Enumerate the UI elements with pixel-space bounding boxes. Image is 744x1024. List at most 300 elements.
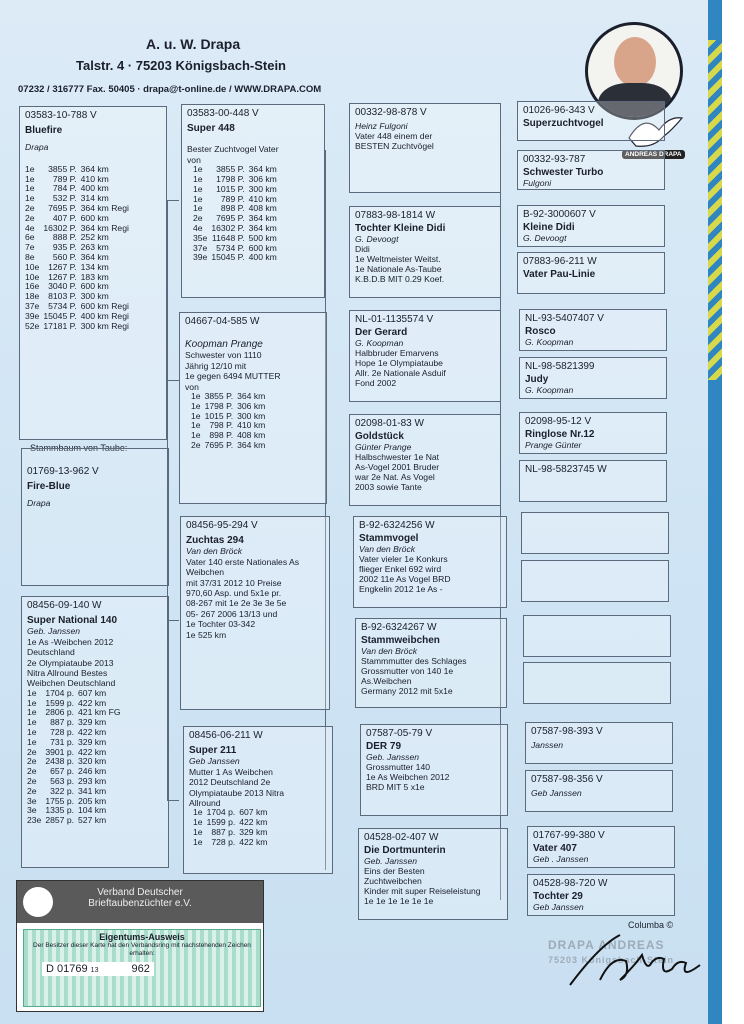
result-row <box>25 175 133 185</box>
result-cell: 246 km <box>78 766 107 777</box>
pedigree-box-mother <box>21 596 169 868</box>
result-cell: 422 km <box>78 746 107 757</box>
result-cell: 4e <box>193 223 203 233</box>
pigeon-breed: G. Devoogt <box>355 234 399 244</box>
ring-number: B-92-6324256 W <box>359 520 435 531</box>
stammbaum-label: Stammbaum von Taube: <box>30 443 128 453</box>
pigeon-description: Stammmutter des Schlages Grossmutter von 140 1e As.Weibchen Germany 2012 mit 5x1e <box>361 656 467 696</box>
result-cell: 16302 P. <box>43 222 77 233</box>
pigeon-name: Ringlose Nr.12 <box>525 429 595 440</box>
pedigree-box-gen4-4 <box>517 252 665 294</box>
result-cell: 600 km Regi <box>80 300 129 311</box>
card-text: Der Besitzer dieser Karte hat den Verbandsring mit nachstehenden Zeichen erhalten: <box>33 942 251 957</box>
result-cell: 3855 P. <box>216 164 245 175</box>
ring-number: 07883-98-1814 W <box>355 210 436 221</box>
result-row <box>25 273 133 283</box>
pigeon-description: Vater 140 erste Nationales As Weibchen mit 37/31 2012 10 Preise 970,60 Asp. und 5x1e pr. 08-267 mit 1e 2e 3e 3e 5e 05- 267 2006 13/13 und 1e Tochter 03-342 1e 525 km <box>186 556 300 640</box>
pigeon-description: 1e As -Weibchen 2012 Deutschland 2e Olympiataube 2013 Nitra Allround Bestes Weibchen Deutschland <box>27 636 116 689</box>
result-cell: 1e <box>191 391 201 402</box>
pigeon-breed: Geb . Janssen <box>533 854 589 864</box>
ring-number: NL-93-5407407 V <box>525 313 604 324</box>
pigeon-breed: Geb. Janssen <box>364 856 418 866</box>
result-row <box>25 233 133 243</box>
pedigree-box-gen3-5 <box>353 516 507 608</box>
pigeon-breed: Geb. Janssen <box>27 626 81 637</box>
ring-number: 01767-99-380 V <box>533 830 605 841</box>
pigeon-description: Vater vieler 1e Konkurs flieger Enkel 692 wird 2002 11e As Vogel BRD Engkelin 2012 1e As - <box>359 554 451 594</box>
result-cell: 16e <box>25 281 40 292</box>
result-cell: 183 km <box>80 271 109 282</box>
pedigree-box-gen2-2 <box>179 312 327 504</box>
breeder-address: Talstr. 4 · 75203 Königsbach-Stein <box>76 58 286 73</box>
result-cell: 2e <box>25 203 35 213</box>
photo-label: ANDREAS DRAPA <box>622 150 685 159</box>
result-row <box>25 224 133 234</box>
result-cell: 320 km <box>78 756 107 767</box>
result-cell: 1e <box>193 827 203 838</box>
pigeon-name: Goldstück <box>355 431 404 442</box>
connector <box>167 620 179 621</box>
result-cell: 300 km Regi <box>80 320 129 331</box>
pedigree-box-gen3-4 <box>349 414 501 506</box>
pigeon-description: Mutter 1 As Weibchen 2012 Deutschland 2e Olympiataube 2013 Nitra Allround <box>189 766 285 809</box>
result-cell: 8103 P. <box>48 291 77 302</box>
pedigree-box-gen4-2 <box>517 150 665 190</box>
pedigree-box-gen3-8 <box>358 828 508 920</box>
pedigree-box-gen4-16 <box>527 874 675 916</box>
card-ring-number <box>42 962 154 976</box>
result-cell: 1e <box>193 174 203 185</box>
pedigree-box-gen4-8 <box>519 460 667 502</box>
pedigree-box-gen4-3 <box>517 205 665 247</box>
ring-number: 08456-06-211 W <box>189 730 263 741</box>
pigeon-description: Eins der Besten Zuchtweibchen Kinder mit super Reiseleistung 1e 1e 1e 1e 1e 1e <box>364 866 481 906</box>
result-cell: 4e <box>25 222 35 233</box>
pigeon-name: Vater Pau-Linie <box>523 269 596 280</box>
pedigree-box-gen4-15 <box>527 826 675 868</box>
result-cell: 422 km <box>239 817 268 828</box>
result-cell: 1e <box>191 420 201 431</box>
connector <box>167 720 168 800</box>
connector <box>167 380 179 381</box>
result-cell: 784 P. <box>52 183 77 194</box>
ring-number: 00332-93-787 <box>523 154 586 165</box>
result-cell: 888 P. <box>52 232 77 243</box>
result-cell: 408 km <box>237 430 266 441</box>
result-cell: 1599 p. <box>45 697 75 708</box>
result-cell: 422 km <box>78 697 107 708</box>
result-row <box>25 243 133 253</box>
result-row <box>27 708 125 718</box>
pigeon-breed: Van den Bröck <box>186 546 243 557</box>
result-cell: 17181 P. <box>43 320 77 331</box>
ring-number: 02098-95-12 V <box>525 416 592 427</box>
result-cell: 1e <box>27 736 37 747</box>
result-cell: 1267 P. <box>48 271 77 282</box>
result-cell: 1e <box>191 400 201 411</box>
result-cell: 898 P. <box>209 430 234 441</box>
result-cell: 1755 p. <box>45 795 75 806</box>
pedigree-box-gen4-13 <box>525 722 673 764</box>
result-cell: 2e <box>193 213 203 224</box>
ring-number: 07883-96-211 W <box>523 256 597 267</box>
result-row <box>193 253 281 263</box>
side-stripe-pattern <box>708 40 722 380</box>
result-cell: 39e <box>25 310 40 321</box>
result-row <box>25 204 133 214</box>
pigeon-description: Grossmutter 140 1e As Weibchen 2012 BRD MIT 5 x1e <box>366 762 450 792</box>
pigeon-description: Vater 448 einem der BESTEN Zuchtvögel <box>355 131 434 151</box>
result-cell: 364 km <box>248 213 277 224</box>
pigeon-name: Zuchtas 294 <box>186 535 244 546</box>
result-row <box>25 184 133 194</box>
pigeon-breed: Drapa <box>25 142 49 153</box>
pigeon-breed: Heinz Fulgoni <box>355 121 408 131</box>
result-cell: 2e <box>191 440 201 451</box>
result-cell: 364 km <box>248 164 277 175</box>
result-cell: 322 p. <box>50 785 75 796</box>
result-cell: 2438 p. <box>45 756 75 767</box>
results-table <box>193 165 281 263</box>
result-cell: 300 km <box>248 183 277 194</box>
result-cell: 2e <box>25 212 35 223</box>
pigeon-name: Der Gerard <box>355 327 408 338</box>
result-row <box>27 797 125 807</box>
ring-number: 08456-95-294 V <box>186 520 258 531</box>
result-cell: 1e <box>193 164 203 175</box>
pedigree-box-gen4-5 <box>519 309 667 351</box>
result-cell: 1e <box>27 697 37 708</box>
pigeon-breed: Geb. Janssen <box>366 752 420 762</box>
card-body <box>23 929 261 1007</box>
pigeon-name: Super 211 <box>189 745 237 756</box>
pedigree-box-gen2-1 <box>181 104 325 298</box>
result-row <box>25 253 133 263</box>
subject-name: Fire-Blue <box>27 481 71 492</box>
pigeon-name: Die Dortmunterin <box>364 845 446 856</box>
result-cell: 1e <box>25 173 35 184</box>
result-row <box>27 728 125 738</box>
results-table <box>191 392 269 451</box>
result-cell: 15045 P. <box>43 310 77 321</box>
pigeon-breed: Van den Bröck <box>361 646 418 656</box>
result-cell: 728 p. <box>50 727 75 738</box>
results-table <box>27 689 125 826</box>
result-cell: 2806 p. <box>45 707 75 718</box>
stamp-city: 75203 Königsbach-Stein <box>548 955 675 965</box>
result-cell: 407 P. <box>52 212 77 223</box>
pedigree-box-gen4-6 <box>519 357 667 399</box>
pedigree-box-gen3-6 <box>355 618 507 708</box>
result-cell: 600 km <box>80 212 109 223</box>
result-cell: 7695 P. <box>204 440 234 451</box>
pigeon-breed: Janssen <box>531 740 564 750</box>
result-cell: 3e <box>27 805 37 816</box>
pigeon-logo-icon <box>23 887 53 917</box>
result-cell: 314 km <box>80 193 109 204</box>
result-cell: 410 km <box>248 193 277 204</box>
pigeon-name: Bluefire <box>25 125 63 136</box>
result-cell: 400 km <box>80 183 109 194</box>
result-cell: 728 p. <box>211 836 236 847</box>
pigeon-breed: G. Koopman <box>525 337 574 347</box>
result-cell: 1e <box>25 163 35 174</box>
result-cell: 560 P. <box>52 251 77 262</box>
result-cell: 1e <box>25 183 35 194</box>
pedigree-box-father <box>19 106 167 440</box>
result-cell: 2e <box>27 756 37 767</box>
ring-number: 04528-02-407 W <box>364 832 439 843</box>
result-cell: 500 km <box>248 232 277 243</box>
connector <box>167 800 179 801</box>
result-cell: 422 km <box>78 727 107 738</box>
result-row <box>27 777 125 787</box>
result-cell: 329 km <box>239 827 268 838</box>
result-cell: 39e <box>193 252 208 263</box>
result-cell: 2e <box>27 785 37 796</box>
result-row <box>27 787 125 797</box>
columba-copyright: Columba © <box>628 920 674 930</box>
pedigree-box-gen4-11 <box>523 615 671 657</box>
result-cell: 364 km <box>248 223 277 233</box>
card-header <box>17 881 263 923</box>
result-cell: 607 km <box>239 807 268 818</box>
ring-number: 04528-98-720 W <box>533 878 608 889</box>
result-row <box>193 838 271 848</box>
ring-number: 03583-00-448 V <box>187 108 259 119</box>
result-cell: 364 km <box>237 391 266 402</box>
pigeon-name: Tochter 29 <box>533 891 583 902</box>
pedigree-box-gen3-3 <box>349 310 501 402</box>
ring-number: 07587-98-356 V <box>531 774 603 785</box>
result-cell: 1704 p. <box>206 807 236 818</box>
pigeon-breed: Van den Bröck <box>359 544 416 554</box>
result-cell: 410 km <box>80 173 109 184</box>
result-cell: 1e <box>193 193 203 204</box>
result-row <box>27 748 125 758</box>
result-cell: 1e <box>193 836 203 847</box>
result-cell: 532 P. <box>52 193 77 204</box>
result-cell: 5734 P. <box>48 300 77 311</box>
pigeon-name: Super 448 <box>187 123 235 134</box>
connector <box>167 200 168 720</box>
card-org-line2: Brieftaubenzüchter e.V. <box>88 898 192 909</box>
result-cell: 11648 P. <box>211 232 245 243</box>
pedigree-box-gen2-4 <box>183 726 333 874</box>
result-cell: 731 p. <box>50 736 75 747</box>
ring-suffix: 962 <box>131 963 150 975</box>
result-cell: 887 p. <box>211 827 236 838</box>
result-cell: 1e <box>191 410 201 421</box>
result-cell: 935 P. <box>52 242 77 253</box>
result-cell: 1599 p. <box>206 817 236 828</box>
pedigree-box-gen2-3 <box>180 516 330 710</box>
result-cell: 1e <box>193 817 203 828</box>
pigeon-name: Vater 407 <box>533 843 577 854</box>
result-row <box>25 263 133 273</box>
result-row <box>25 282 133 292</box>
pigeon-breed: Fulgoni <box>523 178 552 188</box>
pedigree-box-gen3-7 <box>360 724 508 816</box>
pigeon-breed: Koopman Prange <box>185 339 263 350</box>
signature <box>560 925 710 995</box>
pedigree-box-gen4-1 <box>517 101 665 141</box>
result-cell: 1267 P. <box>48 261 77 272</box>
ring-number: 02098-01-83 W <box>355 418 424 429</box>
pedigree-box-gen4-14 <box>525 770 673 812</box>
result-cell: 600 km <box>248 242 277 253</box>
result-row <box>27 806 125 816</box>
result-cell: 400 km <box>248 252 277 263</box>
ring-number: B-92-6324267 W <box>361 622 437 633</box>
ring-number: 00332-98-878 V <box>355 107 427 118</box>
result-cell: 1015 P. <box>216 183 245 194</box>
result-cell: 563 p. <box>50 776 75 787</box>
pedigree-box-gen4-9 <box>521 512 669 554</box>
results-table <box>193 808 271 847</box>
result-cell: 798 P. <box>209 420 234 431</box>
result-cell: 263 km <box>80 242 109 253</box>
result-cell: 1e <box>193 183 203 194</box>
result-cell: 1e <box>27 717 37 728</box>
result-cell: 3855 P. <box>204 391 234 402</box>
result-cell: 2857 p. <box>45 815 75 826</box>
result-cell: 364 km Regi <box>80 203 129 213</box>
result-cell: 15045 P. <box>211 252 245 263</box>
result-cell: 1798 P. <box>204 400 234 411</box>
result-cell: 3855 P. <box>48 163 77 174</box>
result-cell: 3e <box>27 795 37 806</box>
result-cell: 1e <box>191 430 201 441</box>
result-row <box>27 738 125 748</box>
result-row <box>27 816 125 826</box>
pigeon-name: Super National 140 <box>27 615 118 626</box>
card-title: Eigentums-Ausweis <box>99 932 185 942</box>
pigeon-name: Rosco <box>525 326 556 337</box>
result-cell: 421 km FG <box>78 707 121 718</box>
result-cell: 16302 P. <box>211 223 245 233</box>
pedigree-box-gen4-10 <box>521 560 669 602</box>
pigeon-description: Bester Zuchtvogel Vater von <box>187 144 279 165</box>
pigeon-breed: Geb Janssen <box>531 788 582 798</box>
ring-number: NL-98-5823745 W <box>525 464 607 475</box>
result-cell: 898 P. <box>220 203 245 214</box>
result-cell: 1e <box>193 807 203 818</box>
pigeon-name: Judy <box>525 374 549 385</box>
result-cell: 134 km <box>80 261 109 272</box>
result-cell: 1e <box>27 707 37 718</box>
result-cell: 7e <box>25 242 35 253</box>
ring-no: 01769 <box>57 963 88 975</box>
result-cell: 37e <box>193 242 208 253</box>
result-cell: 1e <box>27 687 37 698</box>
pigeon-breed: G. Devoogt <box>523 233 567 243</box>
result-cell: 657 p. <box>50 766 75 777</box>
result-cell: 3901 p. <box>45 746 75 757</box>
pedigree-box-gen3-2 <box>349 206 501 298</box>
result-cell: 364 km <box>237 440 266 451</box>
ring-number: 07587-05-79 V <box>366 728 433 739</box>
pigeon-description: Schwester von 1110 Jährig 12/10 mit 1e gegen 6494 MUTTER von <box>185 350 281 392</box>
result-row <box>27 767 125 777</box>
ring-number: NL-98-5821399 <box>525 361 595 372</box>
result-cell: 5734 P. <box>216 242 245 253</box>
breeder-contact: 07232 / 316777 Fax. 50405 · drapa@t-online.de / WWW.DRAPA.COM <box>18 84 322 95</box>
result-cell: 364 km Regi <box>80 222 129 233</box>
pigeon-name: Stammweibchen <box>361 635 440 646</box>
subject-box <box>21 448 169 586</box>
ring-number: 08456-09-140 W <box>27 600 102 611</box>
result-row <box>27 718 125 728</box>
result-cell: 10e <box>25 261 40 272</box>
result-cell: 422 km <box>239 836 268 847</box>
result-cell: 10e <box>25 271 40 282</box>
result-cell: 364 km <box>80 251 109 262</box>
results-table <box>25 165 133 332</box>
result-cell: 364 km <box>80 163 109 174</box>
result-cell: 300 km <box>80 291 109 302</box>
pedigree-box-gen3-1 <box>349 103 501 193</box>
ring-number: B-92-3000607 V <box>523 209 596 220</box>
pedigree-box-gen4-12 <box>523 662 671 704</box>
result-cell: 1798 P. <box>216 174 245 185</box>
pigeon-description: Halbbruder Emarvens Hope 1e Olympiataube Allr. 2e Nationale Asduif Fond 2002 <box>355 348 446 388</box>
result-row <box>27 689 125 699</box>
pigeon-breed: Prange Günter <box>525 440 582 450</box>
pigeon-name: Schwester Turbo <box>523 167 604 178</box>
pedigree-box-gen4-7 <box>519 412 667 454</box>
card-org-line1: Verband Deutscher <box>97 887 183 898</box>
result-cell: 293 km <box>78 776 107 787</box>
result-cell: 887 p. <box>50 717 75 728</box>
pigeon-description: Didi 1e Weltmeister Weitst. 1e Nationale As-Taube K.B.D.B MIT 0.29 Koef. <box>355 244 445 284</box>
result-cell: 789 P. <box>220 193 245 204</box>
pigeon-breed: Geb Janssen <box>189 756 240 767</box>
result-row <box>27 757 125 767</box>
pigeon-name: Stammvogel <box>359 533 419 544</box>
result-cell: 306 km <box>237 400 266 411</box>
pigeon-description: Halbschwester 1e Nat As-Vogel 2001 Bruder war 2e Nat. As Vogel 2003 sowie Tante <box>355 452 440 492</box>
result-cell: 23e <box>27 815 42 826</box>
result-cell: 341 km <box>78 785 107 796</box>
result-cell: 1e <box>27 727 37 738</box>
result-cell: 8e <box>25 251 35 262</box>
result-cell: 1335 p. <box>45 805 75 816</box>
connector <box>167 200 179 201</box>
result-cell: 400 km Regi <box>80 310 129 321</box>
result-cell: 104 km <box>78 805 107 816</box>
ring-number: 04667-04-585 W <box>185 316 260 327</box>
pigeon-name: DER 79 <box>366 741 402 752</box>
result-cell: 1e <box>193 203 203 214</box>
result-cell: 1704 p. <box>45 687 75 698</box>
stamp-name: DRAPA ANDREAS <box>548 938 665 952</box>
ring-number: 03583-10-788 V <box>25 110 97 121</box>
result-cell: 329 km <box>78 717 107 728</box>
result-cell: 2e <box>27 776 37 787</box>
result-row <box>25 165 133 175</box>
result-cell: 3040 P. <box>48 281 77 292</box>
breeder-name: A. u. W. Drapa <box>146 36 241 52</box>
pigeon-name: Kleine Didi <box>523 222 575 233</box>
result-cell: 7695 P. <box>216 213 245 224</box>
pigeon-breed: Günter Prange <box>355 442 412 452</box>
result-cell: 329 km <box>78 736 107 747</box>
result-cell: 35e <box>193 232 208 243</box>
result-cell: 1e <box>25 193 35 204</box>
result-cell: 306 km <box>248 174 277 185</box>
subject-breed: Drapa <box>27 498 51 509</box>
